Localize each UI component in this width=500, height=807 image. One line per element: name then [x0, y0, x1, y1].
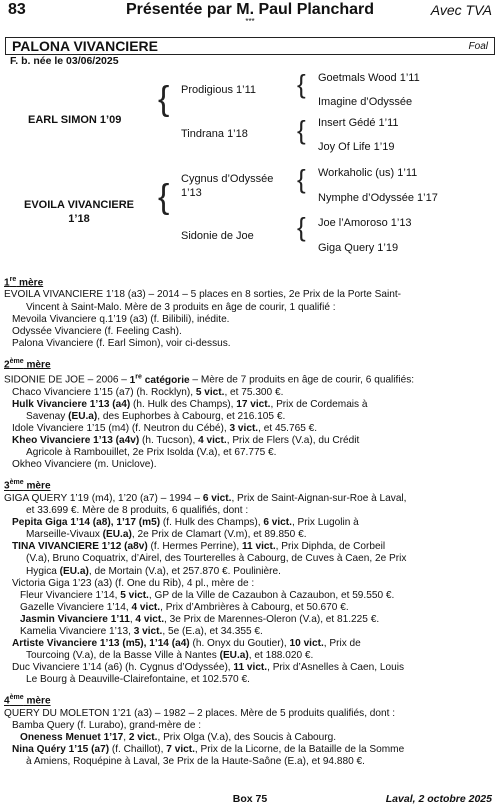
sdd: Joy Of Life 1’19	[318, 141, 395, 153]
stars: ***	[245, 17, 255, 26]
sire-sire: Prodigious 1’11	[181, 84, 257, 96]
lot-number: 83	[8, 1, 26, 18]
dam-sire: Cygnus d’Odyssée 1’13	[181, 173, 274, 199]
m2-product: Chaco Vivanciere 1’15 (a7) (h. Rocklyn), 5 vict., et 75.300 €.	[12, 386, 284, 398]
m3-grandproduct: Gazelle Vivanciere 1’14, 4 vict., Prix d’Ambrières à Cabourg, et 50.670 €.	[20, 601, 349, 613]
m3-grandproduct: Fleur Vivanciere 1’14, 5 vict., GP de la Ville de Cazaubon à Cazaubon, et 59.550 €.	[20, 589, 395, 601]
m3-grandproduct: Kamelia Vivanciere 1’13, 3 vict., 5e (E.a), et 34.355 €.	[20, 625, 263, 637]
m3-intro: GIGA QUERY 1’19 (m4), 1’20 (a7) – 1994 – 6 vict., Prix de Saint-Aignan-sur-Roe à Laval, et 33.699 €. Mère de 8 produits, 6 qualifiés, dont :	[4, 492, 407, 517]
ddd: Giga Query 1’19	[318, 242, 399, 254]
section-title-m2: 2ème mère	[4, 357, 51, 371]
dam: EVOILA VIVANCIERE 1’18	[23, 199, 135, 225]
horse-name: PALONA VIVANCIERE	[12, 38, 158, 54]
sire-dam: Tindrana 1’18	[181, 128, 248, 140]
bracket-dd: {	[297, 212, 306, 242]
bracket-sd: {	[297, 115, 306, 145]
m3-product: Victoria Giga 1’23 (a3) (f. One du Rib), 4 pl., mère de :	[12, 577, 255, 589]
pedigree	[0, 62, 500, 262]
presenter: Présentée par M. Paul Planchard	[125, 1, 375, 18]
m4-product: Nina Quéry 1’15 (a7) (f. Chaillot), 7 vict., Prix de la Licorne, de la Bataille de la Somme à Amiens, Roquépine à Laval, 3e Prix de la Haute-Saône (E.a), et 94.880 €.	[12, 744, 405, 768]
bracket-ss: {	[297, 69, 306, 99]
m1-intro: EVOILA VIVANCIERE 1’18 (a3) – 2014 – 5 places en 8 sorties, 2e Prix de la Porte Saint-	[4, 289, 402, 301]
m2-product: Hulk Vivanciere 1’13 (a4) (h. Hulk des Champs), 17 vict., Prix de Cordemais à Savenay (EU.a), des Euphorbes à Cabourg, et 216.105 €.	[12, 398, 368, 423]
dam-dam: Sidonie de Joe	[181, 230, 254, 242]
m3-grandproduct: Jasmin Vivanciere 1’11, 4 vict., 3e Prix de Marennes-Oleron (V.a), et 81.225 €.	[20, 613, 380, 625]
dss: Workaholic (us) 1’11	[318, 167, 418, 179]
bracket-dam: {	[158, 178, 170, 216]
m3-product: Artiste Vivanciere 1’13 (m5), 1’14 (a4) (h. Onyx du Goutier), 10 vict., Prix de Tourcoing (V.a), de la Basse Ville à Nantes (EU.a), et 188.020 €.	[12, 638, 361, 662]
m2-product: Idole Vivanciere 1’15 (m4) (f. Neutron du Cébé), 3 vict., et 45.765 €.	[12, 423, 318, 435]
tva-label: Avec TVA	[430, 2, 492, 18]
dsd: Nymphe d’Odyssée 1’17	[318, 192, 438, 204]
m3-product: Pepita Giga 1’14 (a8), 1’17 (m5) (f. Hulk des Champs), 6 vict., Prix Lugolin à Marseille-Vivaux (EU.a), 2e Prix de Clamart (V.m), et 89.850 €.	[12, 517, 359, 541]
sire: EARL SIMON 1’09	[28, 114, 122, 126]
sds: Insert Gédé 1’11	[318, 117, 399, 129]
m4-intro: QUERY DU MOLETON 1’21 (a3) – 1982 – 2 places. Mère de 5 produits qualifiés, dont :	[4, 707, 396, 719]
box-number: Box 75	[232, 793, 268, 805]
page-footer	[0, 793, 500, 807]
ssd: Imagine d’Odyssée	[318, 96, 413, 108]
m3-product: TINA VIVANCIERE 1’12 (a8v) (f. Hermes Perrine), 11 vict., Prix Diphda, de Corbeil (V.a), Bruno Coquatrix, d’Airel, des Tourterelles à Cabourg, de Cuves à Caen, 2e Prix Hygica (EU.a), de Mortain (V.a), et 257.870 €. Poulinière.	[12, 541, 407, 577]
bracket-ds: {	[297, 164, 306, 194]
m4-grandproduct: Oneness Menuet 1’17, 2 vict., Prix Olga (V.a), des Soucis à Cabourg.	[20, 732, 337, 744]
section-title-m1: 1re mère	[4, 276, 44, 289]
page-header	[0, 0, 500, 26]
m2-intro: SIDONIE DE JOE – 2006 – 1re catégorie – Mère de 7 produits en âge de courir, 6 qualifiés:	[4, 373, 415, 386]
section-title-m4: 4ème mère	[4, 694, 51, 707]
m1-product: Mevoila Vivanciere q.1’19 (a3) (f. Bilibili), inédite.	[12, 313, 230, 325]
dds: Joe l’Amoroso 1’13	[318, 217, 412, 229]
sale-date: Laval, 2 octobre 2025	[385, 793, 492, 805]
m3-product: Duc Vivanciere 1’14 (a6) (h. Cygnus d’Odyssée), 11 vict., Prix d’Asnelles à Caen, Louis Le Bourg à Deauville-Clairefontaine, et 102.570 €.	[12, 662, 404, 686]
section-title-m3: 3ème mère	[4, 479, 51, 492]
horse-birth: F. b. née le 03/06/2025	[10, 55, 119, 67]
horse-type: Foal	[468, 41, 488, 52]
bracket-sire: {	[158, 80, 170, 118]
m1-product: Palona Vivanciere (f. Earl Simon), voir ci-dessus.	[12, 337, 231, 349]
horse-name-box	[5, 37, 495, 55]
m2-product: Kheo Vivanciere 1’13 (a4v) (h. Tucson), 4 vict., Prix de Flers (V.a), du Crédit Agricole à Rambouillet, 2e Prix Isolda (V.a), et 67.775 €.	[12, 435, 360, 459]
m1-product: Odyssée Vivanciere (f. Feeling Cash).	[12, 325, 182, 337]
m2-product: Okheo Vivanciere (m. Uniclove).	[12, 459, 157, 471]
sss: Goetmals Wood 1’11	[318, 72, 420, 84]
family-text: 1re mère EVOILA VIVANCIERE 1’18 (a3) – 2014 – 5 places en 8 sorties, 2e Prix de la Porte Saint- Vincent à Saint-Malo. Mère de 3 produits en âge de courir, 1 qualifié : Mevoila Vivanciere q.1’19 (a3) (f. Bilibili), inédite. Odyssée Vivanciere (f. Feeling Cash). Palona Vivanciere (f. Earl Simon), voir ci-dessus. 2ème mère SIDONIE DE JOE – 2006 – 1re catégorie – Mère de 7 produits en âge de courir, 6 qualifiés: Chaco Vivanciere 1’15 (a7) (h. Rocklyn), 5 vict., et 75.300 €. Hulk Vivanciere 1’13 (a4) (h. Hulk des Champs), 17 vict., Prix de Cordemais à Savenay (EU.a), des Euphorbes à Cabourg, et 216.105 €. Idole Vivanciere 1’15 (m4) (f. Neutron du Cébé), 3 vict., et 45.765 €. Kheo Vivanciere 1’13 (a4v) (h. Tucson), 4 vict., Prix de Flers (V.a), du Crédit Agricole à Rambouillet, 2e Prix Isolda (V.a), et 67.775 €. Okheo Vivanciere (m. Uniclove). 3ème mère GIGA QUERY 1’19 (m4), 1’20 (a7) – 1994 – 6 vict., Prix de Saint-Aignan-sur-Roe à Laval, et 33.699 €. Mère de 8 produits, 6 qualifiés, dont : Pepita Giga 1’14 (a8), 1’17 (m5) (f. Hulk des Champs), 6 vict., Prix Lugolin à Marseille-Vivaux (EU.a), 2e Prix de Clamart (V.m), et 89.850 €. TINA VIVANCIERE 1’12 (a8v) (f. Hermes Perrine), 11 vict., Prix Diphda, de Corbeil (V.a), Bruno Coquatrix, d’Airel, des Tourterelles à Cabourg, de Cuves à Caen, 2e Prix Hygica (EU.a), de Mortain (V.a), et 257.870 €. Poulinière. Victoria Giga 1’23 (a3) (f. One du Rib), 4 pl., mère de : Fleur Vivanciere 1’14, 5 vict., GP de la Ville de Cazaubon à Cazaubon, et 59.550 €. Gazelle Vivanciere 1’14, 4 vict., Prix d’Ambrières à Cabourg, et 50.670 €. Jasmin Vivanciere 1’11, 4 vict., 3e Prix de Marennes-Oleron (V.a), et 81.225 €. Kamelia Vivanciere 1’13, 3 vict., 5e (E.a), et 34.355 €. Artiste Vivanciere 1’13 (m5), 1’14 (a4) (h. Onyx du Goutier), 10 vict., Prix de Tourcoing (V.a), de la Basse Ville à Nantes (EU.a), et 188.020 €. Duc Vivanciere 1’14 (a6) (h. Cygnus d’Odyssée), 11 vict., Prix d’Asnelles à Caen, Louis Le Bourg à Deauville-Clairefontaine, et 102.570 €. 4ème mère QUERY DU MOLETON 1’21 (a3) – 1982 – 2 places. Mère de 5 produits qualifiés, dont : Bamba Query (f. Lurabo), grand-mère de : Oneness Menuet 1’17, 2 vict., Prix Olga (V.a), des Soucis à Cabourg. Nina Quéry 1’15 (a7) (f. Chaillot), 7 vict., Prix de la Licorne, de la Bataille de la Somme à Amiens, Roquépine à Laval, 3e Prix de la Haute-Saône (E.a), et 94.880 €.	[4, 274, 496, 768]
m4-product: Bamba Query (f. Lurabo), grand-mère de :	[12, 719, 202, 731]
